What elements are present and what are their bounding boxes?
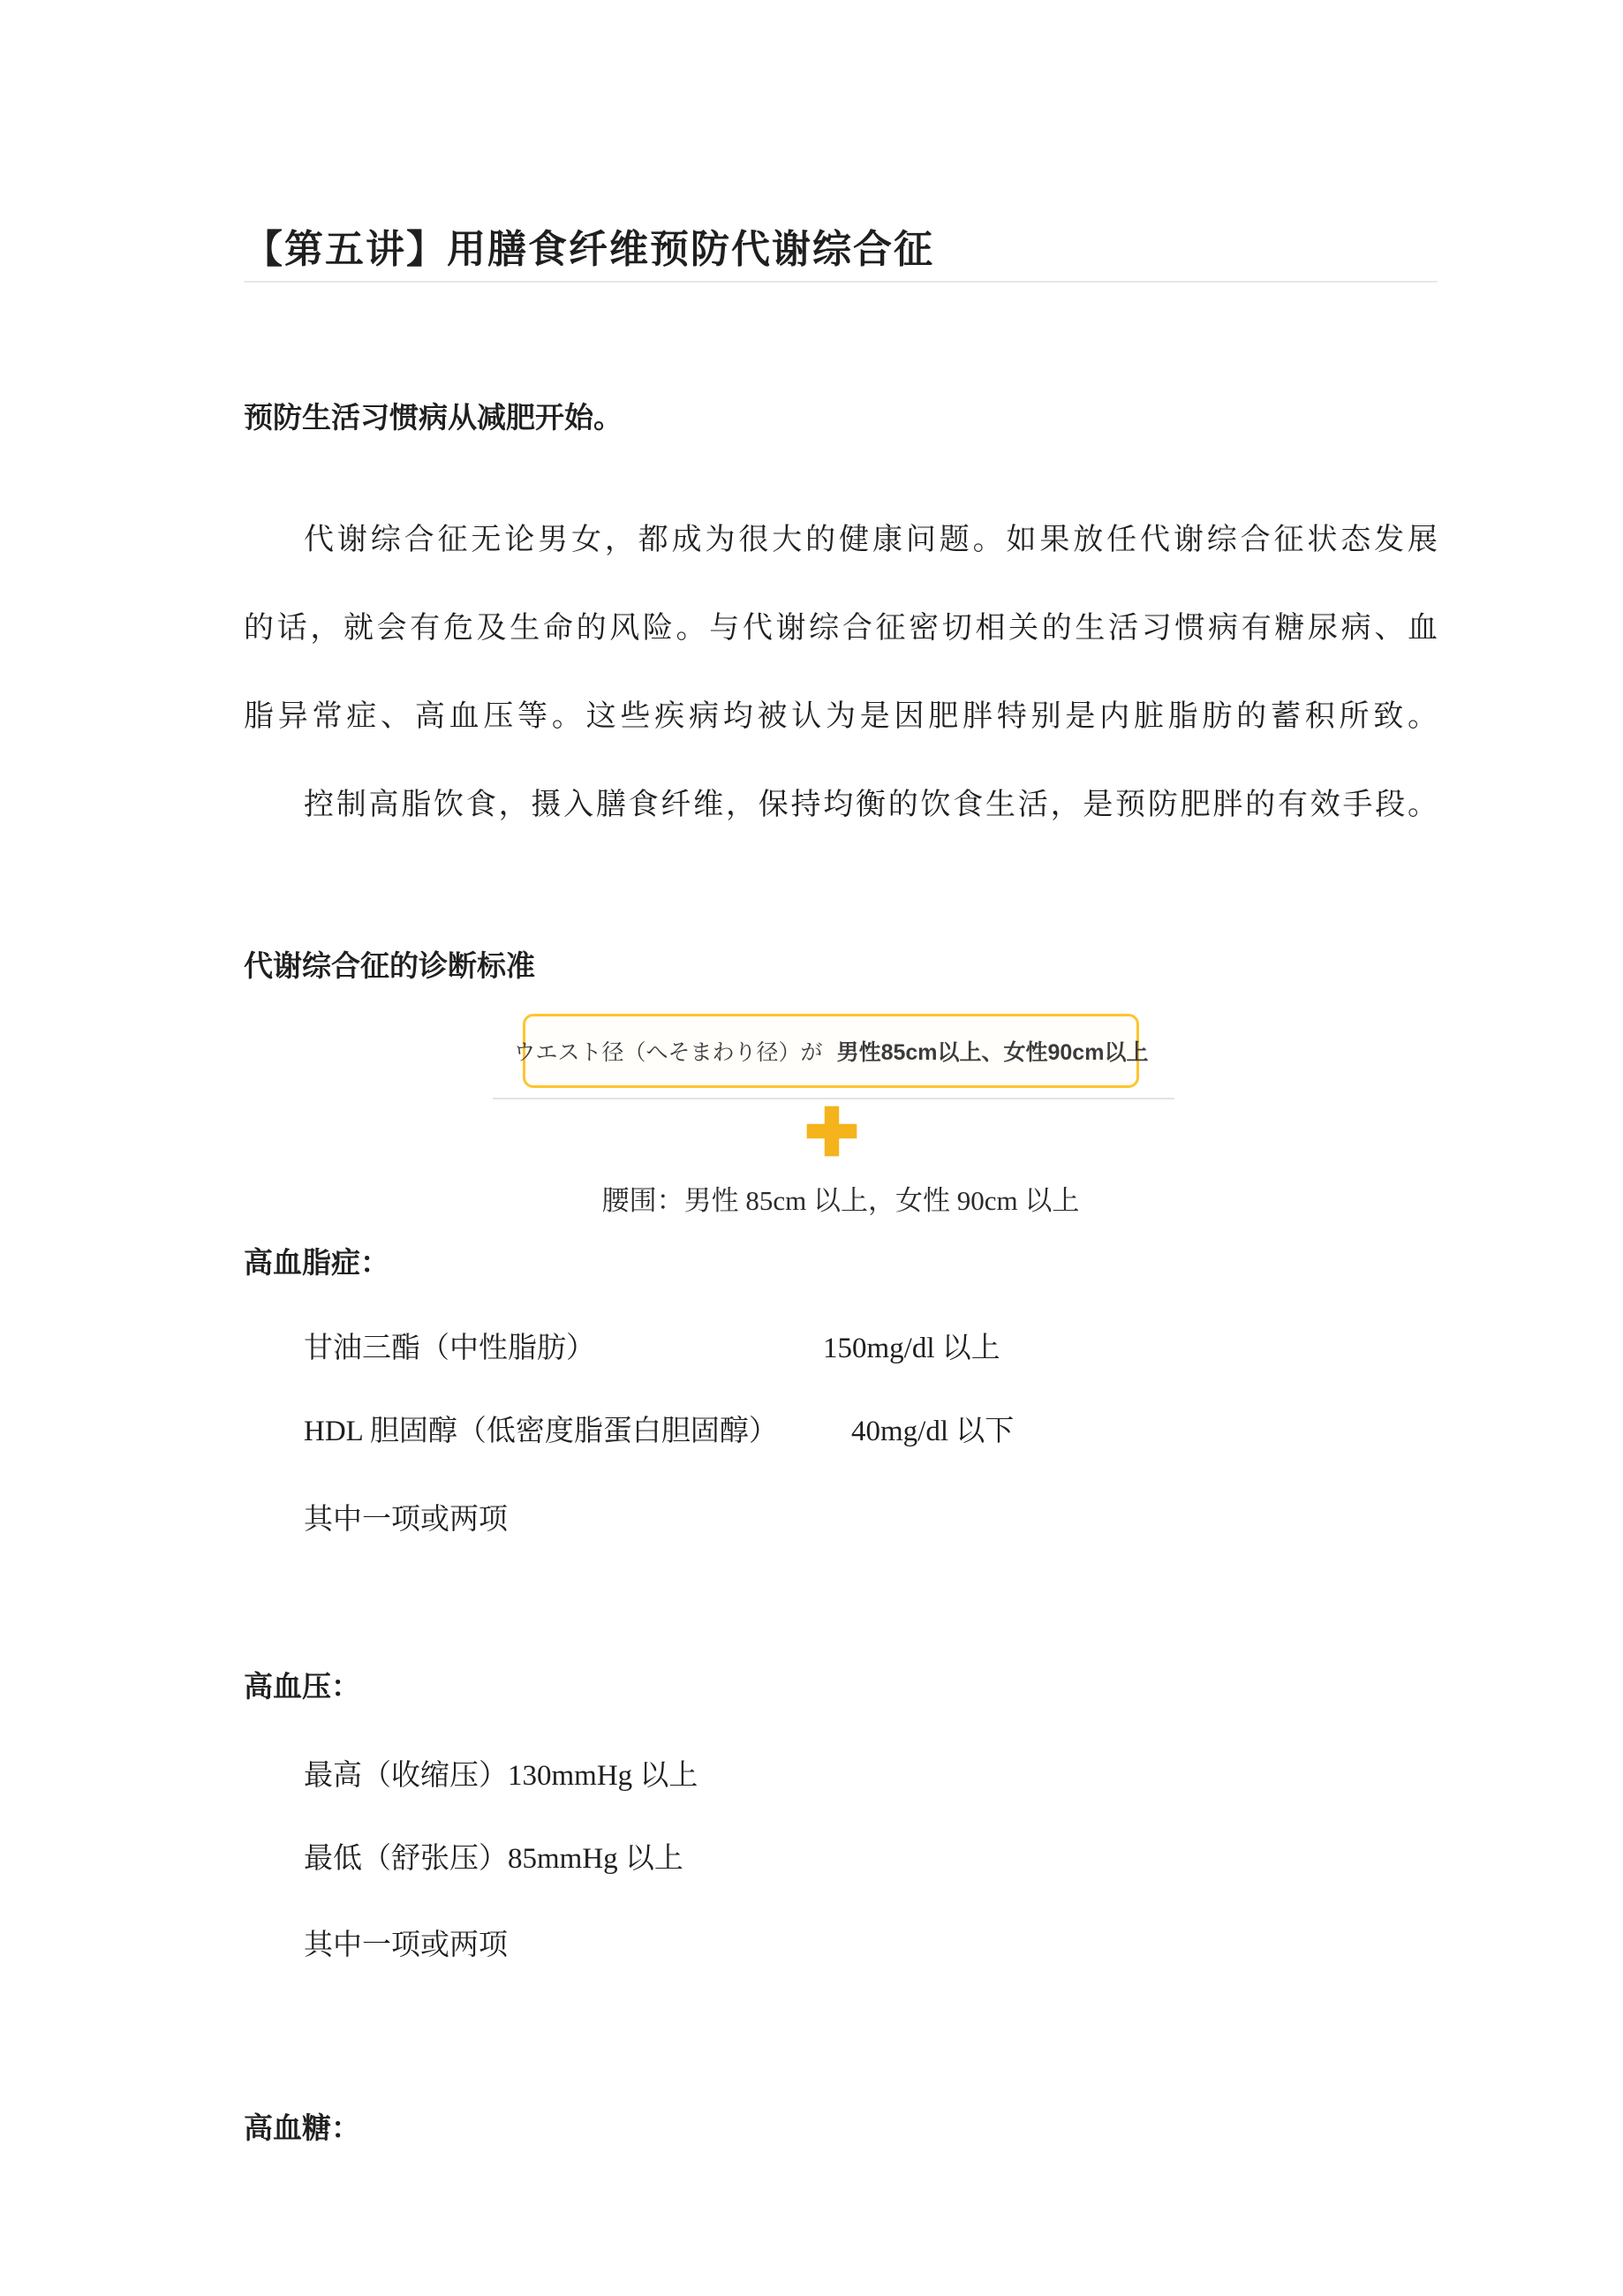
criteria-label: 最低（舒张压）85mmHg 以上 — [304, 1843, 683, 1875]
paragraph1-line3: 脂异常症、高血压等。这些疾病均被认为是因肥胖特别是内脏脂肪的蓄积所致。 — [244, 700, 1438, 733]
waist-callout-normal-text: ウエスト径（へそまわり径）が — [513, 1040, 823, 1065]
paragraph1-line2: 的话，就会有危及生命的风险。与代谢综合征密切相关的生活习惯病有糖尿病、血 — [244, 612, 1438, 645]
lead-sentence: 预防生活习惯病从减肥开始。 — [244, 403, 623, 434]
paragraph1-line1: 代谢综合征无论男女，都成为很大的健康问题。如果放任代谢综合征状态发展 — [304, 524, 1438, 556]
criteria-label: HDL 胆固醇（低密度脂蛋白胆固醇） — [304, 1416, 778, 1447]
criteria-row-systolic — [304, 1752, 1438, 1794]
criteria-label: 其中一项或两项 — [304, 1504, 508, 1536]
title-divider — [244, 281, 1438, 283]
paragraph2: 控制高脂饮食，摄入膳食纤维，保持均衡的饮食生活，是预防肥胖的有效手段。 — [304, 789, 1438, 821]
criteria-label: 最高（收缩压）130mmHg 以上 — [304, 1760, 698, 1792]
criteria-label: 其中一项或两项 — [304, 1930, 508, 1961]
page-title: 【第五讲】用膳食纤维预防代谢综合征 — [244, 228, 934, 271]
hyperglycemia-heading: 高血糖： — [244, 2113, 360, 2145]
criteria-value: 150mg/dl 以上 — [823, 1333, 1000, 1364]
diagnosis-heading: 代谢综合征的诊断标准 — [244, 951, 535, 983]
hypertension-heading: 高血压： — [244, 1672, 360, 1703]
embedded-image-edge — [493, 1098, 1174, 1099]
criteria-row-either — [304, 1496, 1438, 1537]
plus-icon — [802, 1101, 862, 1161]
waist-caption: 腰围：男性 85cm 以上，女性 90cm 以上 — [601, 1185, 1080, 1216]
waist-criteria-callout — [513, 1014, 1149, 1088]
criteria-label: 甘油三酯（中性脂肪） — [304, 1333, 595, 1364]
hyperlipidemia-heading: 高血脂症： — [244, 1248, 389, 1280]
criteria-row-triglyceride — [304, 1325, 1438, 1366]
plus-icon-shape — [807, 1106, 857, 1157]
criteria-row-hdl — [304, 1408, 1438, 1449]
criteria-value: 40mg/dl 以下 — [851, 1416, 1015, 1447]
waist-callout-bold-text: 男性85cm以上、女性90cm以上 — [836, 1040, 1149, 1065]
criteria-row-either — [304, 1922, 1438, 1963]
criteria-row-diastolic — [304, 1835, 1438, 1877]
